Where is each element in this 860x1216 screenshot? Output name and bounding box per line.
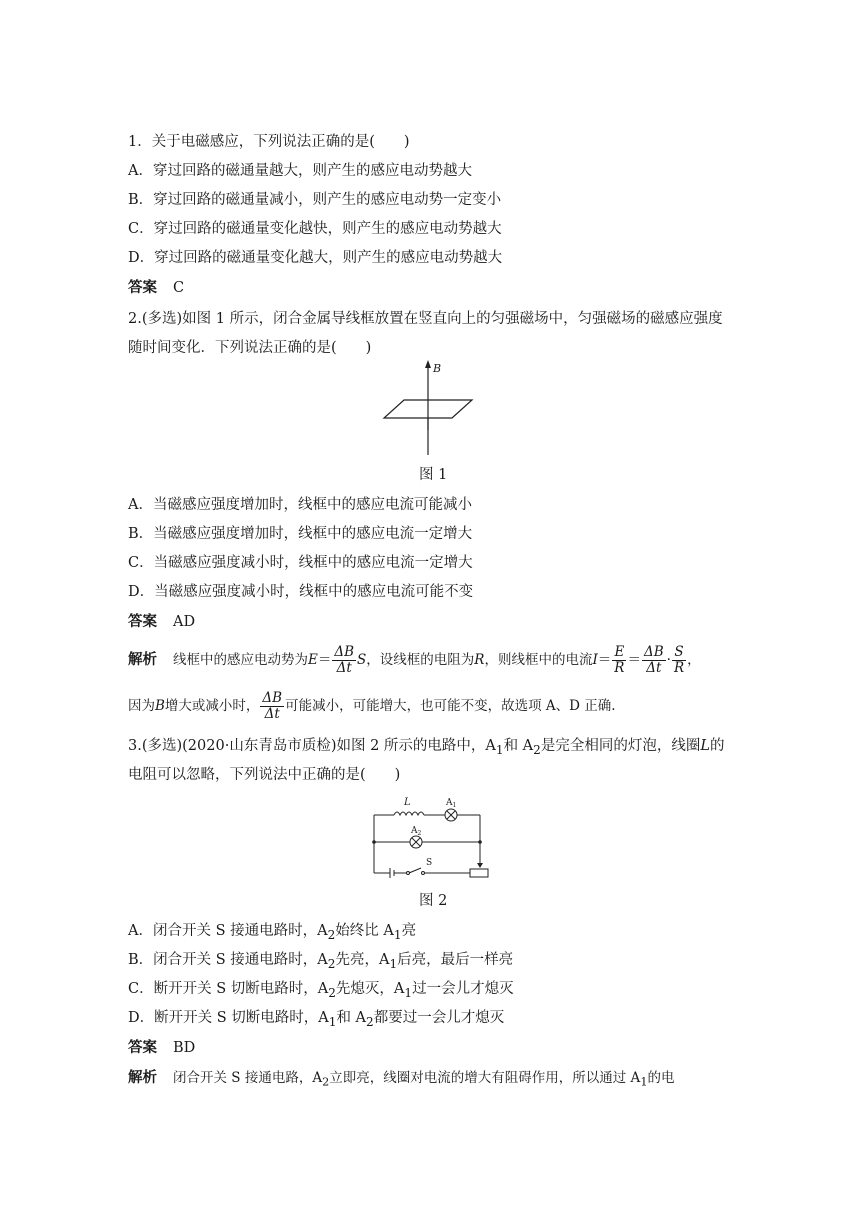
fraction-db-dt: $\frac{\Delta B}{\Delta t}$: [643, 644, 664, 676]
answer-label: 答案: [128, 614, 157, 630]
label-s: S: [426, 858, 433, 868]
q3-analysis-line1: 解析 闭合开关 S 接通电路，$A_2$立即亮，线圈对电流的增大有阻碍作用，所以通过 $A_1$的电: [128, 1070, 675, 1089]
fraction-e-r: $\frac{E}{R}$: [614, 644, 625, 676]
answer-label: 答案: [128, 280, 157, 296]
q3-stem-line1: 3.(多选)(2020·山东青岛市质检)如图 2 所示的电路中，$A_1$和 $A_2$是完全相同的灯泡，线圈L的: [128, 738, 725, 757]
label-a2: $A_2$: [411, 826, 422, 837]
q2-stem-line1: 2.(多选)如图 1 所示，闭合金属导线框放置在竖直向上的匀强磁场中，匀强磁场的磁感应强度: [128, 311, 723, 327]
q1-option-c: C．穿过回路的磁通量变化越快，则产生的感应电动势越大: [128, 221, 502, 237]
switch-s: [409, 868, 421, 873]
q2-analysis-line1: 解析 线框中的感应电动势为E＝ $\frac{\Delta B}{\Delta t}$ S，设线框的电阻为R，则线框中的电流I＝ $\frac{E}{R}$ ＝ $\frac{\Delta B}{\Delta t}$ · $\frac{S}{R}$ ，: [128, 644, 701, 676]
label-a1: $A_1$: [446, 798, 457, 809]
q2-option-a: A．当磁感应强度增加时，线框中的感应电流可能减小: [128, 497, 472, 513]
q2-option-b: B．当磁感应强度增加时，线框中的感应电流一定增大: [128, 526, 473, 542]
answer-label: 答案: [128, 1040, 157, 1056]
q2-stem-line2: 随时间变化．下列说法正确的是( ): [128, 340, 372, 356]
q1-option-b: B．穿过回路的磁通量减小，则产生的感应电动势一定变小: [128, 192, 502, 208]
q1-option-d: D．穿过回路的磁通量变化越大，则产生的感应电动势越大: [128, 250, 503, 266]
q3-option-a: A．闭合开关 S 接通电路时，$A_2$始终比 $A_1$亮: [128, 923, 417, 942]
rheostat: [470, 869, 488, 877]
q1-answer: [128, 278, 184, 298]
answer-value: C: [173, 280, 185, 296]
figure-2-caption: 图 2: [419, 893, 448, 909]
q1-option-a: A．穿过回路的磁通量越大，则产生的感应电动势越大: [128, 163, 472, 179]
analysis-label: 解析: [128, 652, 157, 668]
inductor-coil: [394, 812, 424, 815]
figure-1-caption: 图 1: [419, 467, 448, 483]
q2-answer: [128, 612, 195, 632]
answer-value: AD: [173, 614, 196, 630]
figure-1: [360, 360, 500, 460]
label-l: L: [404, 797, 411, 808]
figure-2-circuit: [366, 795, 496, 883]
fraction-db-dt: $\frac{\Delta B}{\Delta t}$: [334, 644, 355, 676]
q3-answer: [128, 1038, 195, 1058]
q2-option-d: D．当磁感应强度减小时，线框中的感应电流可能不变: [128, 584, 474, 600]
q3-option-d: D．断开开关 S 切断电路时，$A_1$和 $A_2$都要过一会儿才熄灭: [128, 1010, 505, 1029]
analysis-label: 解析: [128, 1070, 157, 1086]
answer-value: BD: [173, 1040, 196, 1056]
q2-analysis-line2: 因为B增大或减小时， $\frac{\Delta B}{\Delta t}$ 可能减小，可能增大，也可能不变，故选项 A、D 正确.: [128, 690, 616, 722]
b-arrowhead: [425, 360, 431, 368]
q1-stem: 1．关于电磁感应，下列说法正确的是( ): [128, 134, 410, 150]
b-field-label: B: [433, 362, 442, 375]
q3-stem-line2: 电阻可以忽略，下列说法中正确的是( ): [128, 767, 401, 783]
q3-option-c: C．断开开关 S 切断电路时，$A_2$先熄灭，$A_1$过一会儿才熄灭: [128, 981, 514, 1000]
fraction-s-r: $\frac{S}{R}$: [673, 644, 685, 676]
q2-option-c: C．当磁感应强度减小时，线框中的感应电流一定增大: [128, 555, 473, 571]
q3-option-b: B．闭合开关 S 接通电路时，$A_2$先亮，$A_1$后亮，最后一样亮: [128, 952, 514, 971]
fraction-db-dt: $\frac{\Delta B}{\Delta t}$: [262, 690, 283, 722]
